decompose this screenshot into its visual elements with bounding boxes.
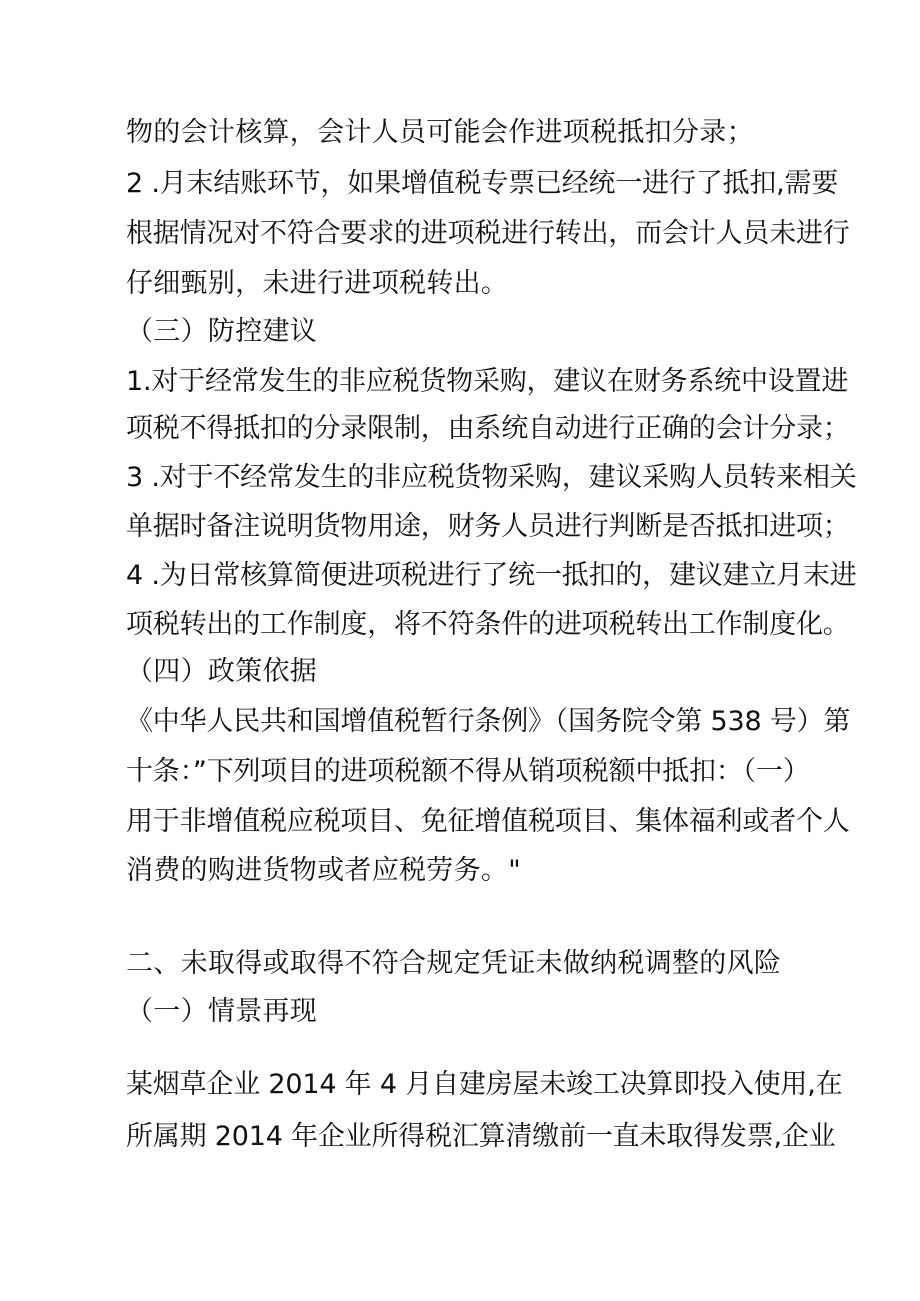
section-heading: （三）防控建议 (126, 316, 318, 347)
text-line: 3 .对于不经常发生的非应税货物采购，建议采购人员转来相关 (126, 462, 857, 493)
chapter-heading: 二、未取得或取得不符合规定凭证未做纳税调整的风险 (126, 948, 782, 979)
text-line: 根据情况对不符合要求的进项税进行转出，而会计人员未进行 (126, 218, 850, 249)
section-heading: （四）政策依据 (126, 656, 318, 687)
text-line: 某烟草企业 2014 年 4 月自建房屋未竣工决算即投入使用,在 (126, 1069, 843, 1100)
text-line: 物的会计核算，会计人员可能会作进项税抵扣分录； (126, 117, 754, 148)
text-line: 4 .为日常核算简便进项税进行了统一抵扣的，建议建立月末进 (126, 560, 857, 591)
text-line: 用于非增值税应税项目、免征增值税项目、集体福利或者个人 (126, 806, 850, 837)
text-line: 2 .月末结账环节，如果增值税专票已经统一进行了抵扣,需要 (126, 168, 839, 199)
section-heading: （一）情景再现 (126, 996, 318, 1027)
text-line: 项税不得抵扣的分录限制，由系统自动进行正确的会计分录； (126, 413, 850, 444)
text-line: 项税转出的工作制度，将不符条件的进项税转出工作制度化。 (126, 609, 850, 640)
text-line: 《中华人民共和国增值税暂行条例》（国务院令第 538 号）第 (126, 706, 851, 737)
text-line: 单据时备注说明货物用途，财务人员进行判断是否抵扣进项； (126, 511, 850, 542)
text-line: 十条：”下列项目的进项税额不得从销项税额中抵扣：（一） (126, 756, 810, 787)
text-line: 消费的购进货物或者应税劳务。" (126, 855, 521, 886)
text-line: 1.对于经常发生的非应税货物采购，建议在财务系统中设置进 (126, 366, 849, 397)
text-line: 仔细甄别，未进行进项税转出。 (126, 268, 509, 299)
text-line: 所属期 2014 年企业所得税汇算清缴前一直未取得发票,企业 (126, 1121, 836, 1152)
